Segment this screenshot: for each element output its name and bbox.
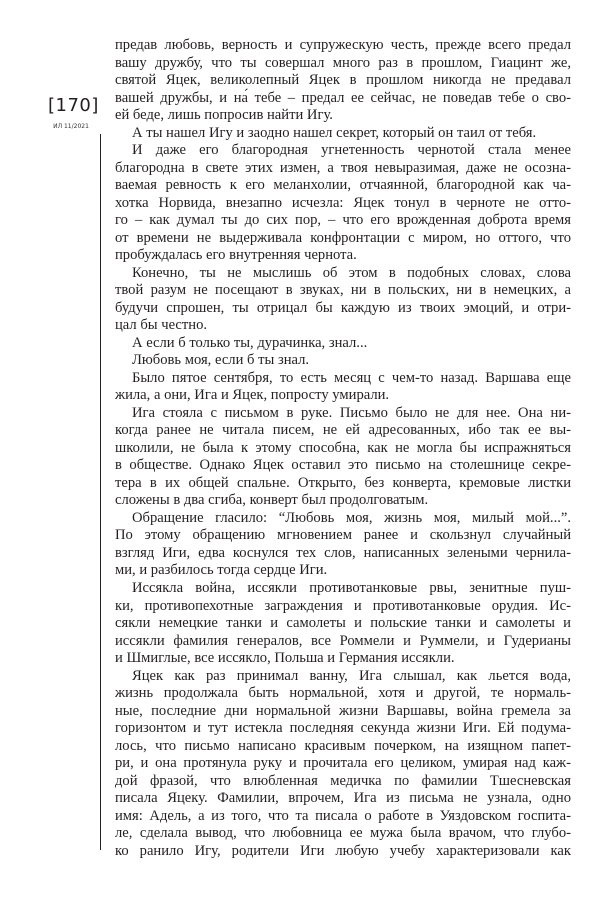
text-line: А ты нашел Игу и заодно нашел секрет, который он таил от тебя. xyxy=(132,124,537,141)
page-number: [170] xyxy=(48,95,99,116)
text-line: И даже его благородная угнетенность чернотой стала менее xyxy=(132,142,571,159)
paragraph xyxy=(115,335,571,353)
text-line: Было пятое сентября, то есть месяц с чем-то назад. Варшава еще xyxy=(132,369,571,386)
text-line: ные, последние дни нормальной жизни Варшавы, война гремела за xyxy=(115,702,571,719)
text-line: хотка Норвида, внезапно исчезла: Яцек тонул в черноте не отто- xyxy=(115,194,571,211)
text-line: предав любовь, верность и супружескую честь, прежде всего предал xyxy=(115,37,571,53)
body-text xyxy=(115,37,571,860)
text-line: будучи спрошен, ты отрицал бы каждую из твоих эмоций, и отри- xyxy=(115,299,571,316)
text-line: сякли немецкие танки и самолеты и польские танки и самолеты и xyxy=(115,615,571,632)
text-line: лось, что письмо написано красивым почерком, на изящном папет- xyxy=(115,737,571,754)
text-line: жила, а они, Ига и Яцек, попросту умирали. xyxy=(115,387,390,404)
text-line: ей беде, лишь попросив найти Игу. xyxy=(115,107,333,124)
text-line: ки, противопехотные заграждения и противотанковые орудия. Ис- xyxy=(115,597,571,614)
paragraph xyxy=(115,142,571,265)
paragraph xyxy=(115,510,571,580)
text-line: взгляд Иги, едва коснулся тех слов, написанных зелеными чернила- xyxy=(115,544,571,561)
text-line: от времени не выдерживала конфронтации с миром, но оттого, что xyxy=(115,229,571,246)
text-line: Яцек как раз принимал ванну, Ига слышал, как льется вода, xyxy=(132,667,571,684)
text-line: ри, и она протянула руку и прочитала его целиком, умирая над каж- xyxy=(115,755,571,772)
text-line: Ига стояла с письмом в руке. Письмо было не для нее. Она ни- xyxy=(132,404,571,421)
text-line: тера в их общей спальне. Открыто, без конверта, кремовые листки xyxy=(115,474,571,491)
text-line: ле, сделала вывод, что любовница ее мужа была врачом, что глубо- xyxy=(115,825,571,842)
text-line: го – как думал ты до сих пор, – что его врожденная доброта время xyxy=(115,212,571,229)
text-line: цал бы честно. xyxy=(115,317,208,334)
text-line: вашу дружбу, что ты совершал много раз в прошлом, Гиацинт же, xyxy=(115,54,571,71)
text-line: школили, не была к этому способна, как не могла бы испражняться xyxy=(115,439,571,456)
margin-rule xyxy=(100,134,101,850)
text-line: жизнь продолжала быть нормальной, хотя и другой, те нормаль- xyxy=(115,685,571,702)
text-line: Конечно, ты не мыслишь об этом в подобных словах, слова xyxy=(132,264,571,281)
paragraph xyxy=(115,405,571,510)
text-line: По этому обращению мгновением ранее и скользнул случайный xyxy=(115,527,571,544)
text-line: и Шмиглые, все иссякло, Польша и Германия иссякли. xyxy=(115,650,455,667)
text-line: святой Яцек, великолепный Яцек в прошлом никогда не предавал xyxy=(115,72,571,89)
text-line: пробуждалась его внутренняя чернота. xyxy=(115,247,357,264)
text-line: имя: Адель, а из того, что та писала о работе в Уяздовском госпита- xyxy=(115,807,571,824)
text-line: дой фразой, что влюбленная медичка по фамилии Тшесневская xyxy=(115,772,571,789)
text-line: ко ранило Игу, родители Иги любую учебу характеризовали как xyxy=(115,842,571,859)
page-folio xyxy=(48,95,99,131)
paragraph xyxy=(115,37,571,125)
text-line: твой разум не посещают в звуках, ни в польских, ни в немецких, а xyxy=(115,282,571,299)
text-line: горизонтом и тут истекла последняя секунда жизни Иги. Ей подума- xyxy=(115,720,571,737)
text-line: Обращение гласило: “Любовь моя, жизнь моя, милый мой...”. xyxy=(132,509,571,526)
text-line: иссякли фамилия генералов, все Роммели и Руммели, и Гудерианы xyxy=(115,632,571,649)
text-line: ваемая ревность к его меланхолии, отчаянной, благородной как ча- xyxy=(115,177,571,194)
text-line: Любовь моя, если б ты знал. xyxy=(132,352,310,369)
journal-issue: ИЛ 11/2021 xyxy=(53,123,89,130)
text-line: А если б только ты, дурачинка, знал... xyxy=(132,334,368,351)
paragraph xyxy=(115,265,571,335)
text-line: вашей дружбы, и на́ тебе – предал ее сейчас, не поведав тебе о сво- xyxy=(115,89,571,106)
text-line: благородна в свете этих измен, а твоя невыразимая, даже не осозна- xyxy=(115,159,571,176)
text-line: писала Яцеку. Фамилии, впрочем, Ига из письма не узнала, одно xyxy=(115,790,571,807)
paragraph xyxy=(115,370,571,405)
paragraph xyxy=(115,580,571,668)
text-line: ми, и разбилось тогда сердце Иги. xyxy=(115,562,328,579)
paragraph xyxy=(115,352,571,370)
text-line: сложены в два сгиба, конверт был продолговатым. xyxy=(115,492,429,509)
paragraph xyxy=(115,668,571,861)
paragraph xyxy=(115,125,571,143)
text-line: Иссякла война, иссякли противотанковые рвы, зенитные пуш- xyxy=(132,579,571,596)
text-line: когда ранее не читала писем, не ей адресованных, ибо так ее вы- xyxy=(115,422,571,439)
text-line: в обществе. Однако Яцек оставил это письмо на столешнице секре- xyxy=(115,457,571,474)
